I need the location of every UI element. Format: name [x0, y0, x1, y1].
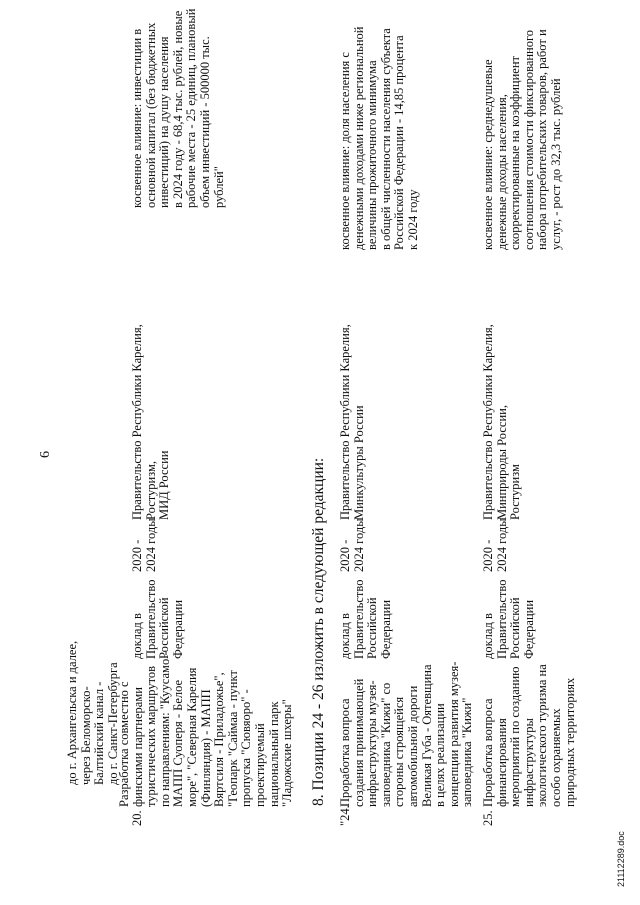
- row-report-form: доклад в Правительство Российской Федерации: [338, 579, 393, 659]
- row-number: 25.: [481, 810, 495, 826]
- row-term: 2020 - 2024 годы: [130, 518, 158, 572]
- row-executors: Правительство Республики Карелия, Минприроды России, Ростуризм: [481, 324, 523, 520]
- row-report-form: доклад в Правительство Российской Федерации: [130, 579, 185, 659]
- row-task: Разработка совместно с финскими партнерами туристических маршрутов по направлениям: "Куусамо - МАПП Суоперя - Белое море", "Северная Карелия (Финляндия) - МАПП Вяртсиля - Приладожье", "Геопарк "Саймаа - пункт пропуска "Сювяоро" - проектируемый национальный парк "Ладожские шхеры": [117, 651, 295, 807]
- row-executors: Правительство Республики Карелия, Ростуризм, МИД России: [130, 324, 172, 520]
- continued-route-text: до г. Архангельска и далее, через Беломорско- Балтийский канал - до г. Санкт-Петербурга: [65, 640, 120, 785]
- page-number: 6: [38, 451, 53, 458]
- row-number: 20.: [130, 810, 144, 826]
- row-number: "24.: [338, 805, 352, 826]
- row-term: 2020 - 2024 годы: [338, 518, 366, 572]
- section-heading: 8. Позиции 24 - 26 изложить в следующей редакции:: [310, 457, 327, 806]
- row-task: Проработка вопроса создания принимающей инфраструктуры музея- заповедника "Кижи" со стороны строящейся автомобильной дороги Великая Губа - Оятевщина в целях реализации концепции развития музея- заповедника "Кижи": [338, 661, 475, 807]
- row-result: косвенное влияние: среднедушевые денежные доходы населения, скорректированные на коэффициент соотношения стоимости фиксированного набора потребительских товаров, работ и услуг, - рост до 32,3 тыс. рублей: [481, 29, 563, 250]
- row-result: косвенное влияние: инвестиции в основной капитал (без бюджетных инвестиций) на душу населения в 2024 году - 68,4 тыс. рублей, новые рабочие места - 25 единиц, плановый объем инвестиций - 500000 тыс. рублей": [130, 8, 226, 208]
- file-code: 21112289.doc: [616, 831, 626, 887]
- row-report-form: доклад в Правительство Российской Федерации: [481, 579, 536, 659]
- row-result: косвенное влияние: доля населения с денежными доходами ниже региональной величины прожиточного минимума в общей численности населения субъекта Российской Федерации - 14,85 процента к 2024 году: [338, 26, 420, 250]
- row-executors: Правительство Республики Карелия, Минкультуры России: [338, 324, 366, 520]
- row-task: Проработка вопроса финансирования мероприятий по созданию инфраструктуры экологического туризма на особо охраняемых природных территориях: [481, 664, 577, 807]
- row-term: 2020 - 2024 годы: [481, 518, 509, 572]
